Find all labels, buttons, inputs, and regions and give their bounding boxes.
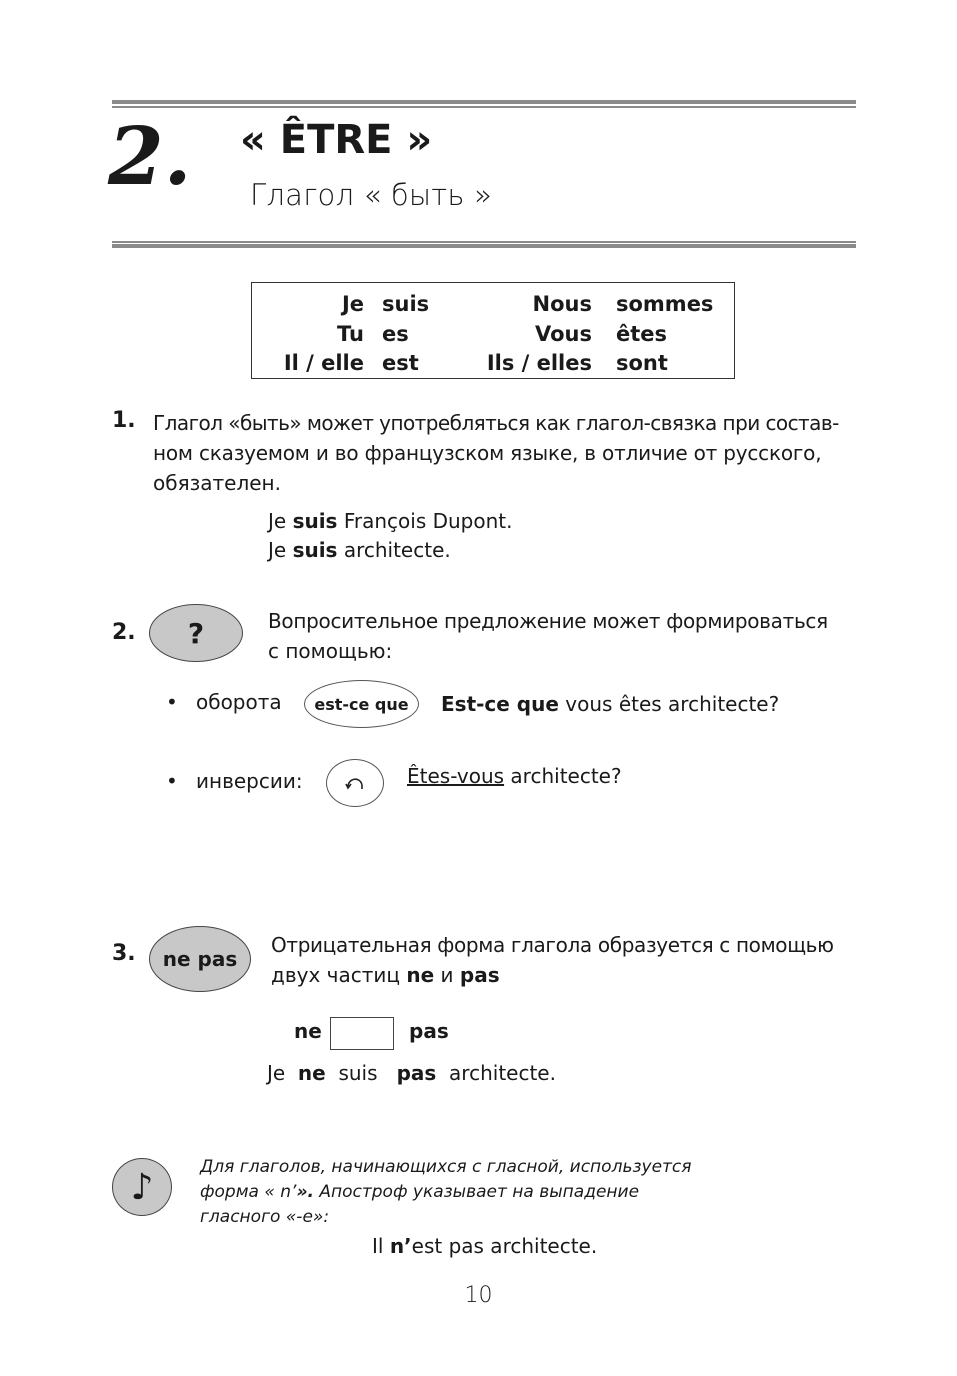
note-line: гласного «-е»: <box>200 1207 330 1227</box>
note-example: Il n’est pas architecte. <box>372 1234 598 1258</box>
note-line: Для глаголов, начинающихся с гласной, используется <box>200 1157 692 1177</box>
music-note-icon: ♪ <box>112 1158 172 1216</box>
ne-pas-icon: ne pas <box>149 926 251 992</box>
section-1-examples <box>268 507 512 565</box>
section-3-line: Отрицательная форма глагола образуется с помощью <box>271 933 834 957</box>
pronoun-ils-elles: Ils / elles <box>486 351 592 375</box>
bottom-rule-thick <box>112 244 856 248</box>
chapter-title: « ÊTRE » <box>240 117 433 163</box>
example-line: Je suis François Dupont. <box>268 509 513 533</box>
diagram-ne: ne <box>294 1019 322 1043</box>
verb-est: est <box>382 351 419 375</box>
section-1-number: 1. <box>112 408 136 433</box>
section-2-text <box>268 606 868 666</box>
pronoun-vous: Vous <box>535 322 592 346</box>
bullet-1-marker: • <box>166 690 178 714</box>
verb-sommes: sommes <box>616 292 714 316</box>
example-line: Je suis architecte. <box>268 538 451 562</box>
page-number: 10 <box>464 1283 493 1308</box>
section-1-line: ном сказуемом и во французском языке, в отличие от русского, <box>153 441 822 465</box>
pronoun-tu: Tu <box>337 322 364 346</box>
diagram-pas: pas <box>409 1019 449 1043</box>
question-mark-icon: ? <box>149 604 243 662</box>
pronoun-il-elle: Il / elle <box>283 351 364 375</box>
inversion-arrow-icon <box>326 759 384 807</box>
pronoun-nous: Nous <box>532 292 592 316</box>
section-3-line: двух частиц ne и pas <box>271 963 500 987</box>
note-line: форма « n’». Апостроф указывает на выпадение <box>200 1182 640 1202</box>
section-1-line: Глагол «быть» может употребляться как глагол-связка при состав- <box>153 411 839 435</box>
chapter-subtitle: Глагол « быть » <box>250 178 493 212</box>
bullet-2-marker: • <box>166 769 178 793</box>
note-text <box>200 1155 720 1230</box>
bottom-rule-thin <box>112 241 856 243</box>
pronoun-je: Je <box>341 292 364 316</box>
verb-sont: sont <box>616 351 668 375</box>
section-3-text <box>271 930 871 990</box>
top-rule-thick <box>112 100 856 104</box>
section-2-line: с помощью: <box>268 639 393 663</box>
section-2-number: 2. <box>112 620 136 645</box>
bullet-2-example: Êtes-vous architecte? <box>407 764 622 788</box>
est-ce-que-oval: est-ce que <box>304 680 419 728</box>
conjugation-table <box>251 282 735 379</box>
bullet-2-label: инверсии: <box>196 769 303 793</box>
section-3-example: Je ne suis pas architecte. <box>267 1061 556 1085</box>
section-3-number: 3. <box>112 941 136 966</box>
verb-suis: suis <box>382 292 430 316</box>
section-2-line: Вопросительное предложение может формироваться <box>268 609 828 633</box>
bullet-1-example: Est-ce que vous êtes architecte? <box>441 692 780 716</box>
bullet-1-label: оборота <box>196 690 282 714</box>
verb-etes: êtes <box>616 322 668 346</box>
section-1-text <box>153 408 858 498</box>
chapter-number: 2. <box>108 109 192 203</box>
section-1-line: обязателен. <box>153 471 281 495</box>
diagram-verb-slot <box>330 1017 394 1050</box>
verb-es: es <box>382 322 409 346</box>
top-rule-thin <box>112 106 856 108</box>
inversion-arrow-svg <box>343 773 367 793</box>
